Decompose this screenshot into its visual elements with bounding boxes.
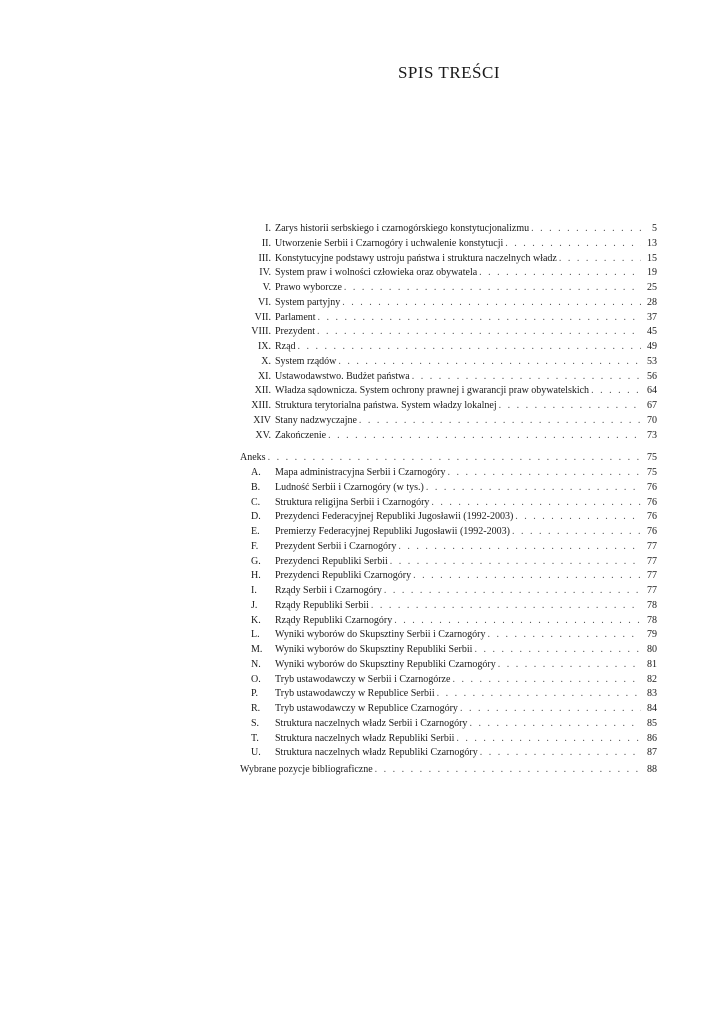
toc-annex-entry[interactable]: [240, 717, 657, 732]
toc-entry-title: Utworzenie Serbii i Czarnogóry i uchwalenie konstytucji: [275, 237, 504, 249]
toc-entry-number: IX.: [257, 341, 271, 352]
toc-bibliography[interactable]: [240, 763, 657, 778]
toc-page-number: 84: [647, 703, 657, 714]
toc-page-number: 53: [647, 355, 657, 367]
toc-page-number: 76: [647, 511, 657, 523]
toc-page-number: 78: [647, 599, 657, 611]
toc-leader-dots: [529, 222, 641, 237]
toc-leader-dots: [342, 281, 641, 296]
toc-entry-number: I.: [265, 223, 271, 234]
toc-page-number: 77: [647, 540, 657, 552]
toc-entry-title: Ludność Serbii i Czarnogóry (w tys.): [275, 481, 424, 493]
toc-page-number: 80: [647, 644, 657, 655]
toc-leader-dots: [446, 466, 641, 481]
toc-entry-title: Prezydent: [275, 326, 315, 338]
toc-leader-dots: [458, 702, 641, 717]
toc-section-entry[interactable]: [240, 222, 657, 237]
toc-section-entry[interactable]: [240, 281, 657, 296]
toc-gap: [240, 443, 657, 451]
toc-leader-dots: [486, 628, 642, 643]
toc-entry-number: K.: [251, 614, 261, 626]
toc-page-number: 85: [647, 717, 657, 729]
toc-leader-dots: [410, 370, 641, 385]
toc-entry-title: System rządów: [275, 355, 337, 367]
toc-section-entry[interactable]: [240, 325, 657, 340]
toc-page-number: 78: [647, 614, 657, 626]
toc-entry-title: Struktura naczelnych władz Republiki Czarnogóry: [275, 747, 478, 759]
toc-page-number: 76: [647, 481, 657, 493]
toc-entry-title: Zakończenie: [275, 429, 327, 441]
toc-page-number: 75: [647, 467, 657, 478]
toc-entry-number: XII.: [254, 385, 271, 397]
toc-annex-entry[interactable]: [240, 555, 657, 570]
toc-annex-entry[interactable]: [240, 643, 657, 658]
toc-section-entry[interactable]: [240, 266, 657, 281]
toc-entry-title: Stany nadzwyczajne: [275, 414, 357, 426]
toc-entry-number: M.: [251, 644, 263, 655]
toc-entry-number: XIII.: [251, 400, 271, 411]
toc-section-entry[interactable]: [240, 384, 657, 399]
toc-leader-dots: [497, 399, 641, 414]
toc-entry-number: VI.: [257, 296, 271, 308]
toc-page-number: 5: [652, 223, 657, 234]
toc-entry-number: O.: [251, 673, 261, 685]
toc-entry-title: Mapa administracyjna Serbii i Czarnogóry: [275, 467, 446, 478]
toc-annex-entry[interactable]: [240, 496, 657, 511]
toc-leader-dots: [429, 496, 641, 511]
toc-entry-number: C.: [251, 496, 261, 508]
toc-entry-number: T.: [251, 732, 259, 744]
toc-entry-title: Rządy Republiki Czarnogóry: [275, 614, 393, 626]
toc-entry-title: Struktura naczelnych władz Republiki Serbii: [275, 732, 455, 744]
toc-leader-dots: [472, 643, 641, 658]
toc-entry-number: II.: [261, 237, 271, 249]
toc-annex-entry[interactable]: [240, 525, 657, 540]
toc-page-number: 79: [647, 629, 657, 641]
toc-leader-dots: [478, 746, 641, 761]
toc-entry-number: D.: [251, 511, 261, 523]
toc-section-entry[interactable]: [240, 237, 657, 252]
toc-annex-entry[interactable]: [240, 687, 657, 702]
toc-leader-dots: [503, 237, 641, 252]
toc-section-entry[interactable]: [240, 414, 657, 429]
toc-leader-dots: [396, 540, 641, 555]
toc-page-number: 73: [647, 429, 657, 441]
toc-entry-title: Wyniki wyborów do Skupsztiny Serbii i Czarnogóry: [275, 629, 486, 641]
toc-entry-number: B.: [251, 481, 261, 493]
toc-leader-dots: [266, 451, 641, 466]
toc-leader-dots: [373, 763, 641, 778]
toc-entry-title: Prezydenci Republiki Czarnogóry: [275, 570, 412, 582]
toc-annex-entry[interactable]: [240, 732, 657, 747]
toc-section-entry[interactable]: [240, 429, 657, 444]
toc-entry-title: Rząd: [275, 341, 296, 352]
toc-page-number: 88: [647, 764, 657, 775]
toc-page-number: 15: [647, 252, 657, 264]
toc-entry-number: S.: [251, 717, 260, 729]
toc-annex-entry[interactable]: [240, 658, 657, 673]
toc-page-number: 77: [647, 555, 657, 567]
toc-entry-title: System praw i wolności człowieka oraz obywatela: [275, 267, 478, 279]
toc-annex-entry[interactable]: [240, 466, 657, 481]
toc-entry-title: Prezydenci Republiki Serbii: [275, 555, 388, 567]
toc-entry-number: L.: [251, 629, 260, 641]
toc-leader-dots: [450, 673, 641, 688]
toc-annex-items: [240, 466, 657, 761]
toc-entry-title: Rządy Serbii i Czarnogóry: [275, 585, 382, 596]
toc-leader-dots: [510, 525, 641, 540]
toc-leader-dots: [388, 555, 641, 570]
toc-annex-entry[interactable]: [240, 569, 657, 584]
toc-entry-title: Prawo wyborcze: [275, 282, 342, 293]
toc-page-number: 25: [647, 282, 657, 293]
toc-entry-number: H.: [251, 570, 261, 582]
toc-page-number: 86: [647, 732, 657, 744]
toc-entry-title: Struktura religijna Serbii i Czarnogóry: [275, 496, 430, 508]
toc-annex-entry[interactable]: [240, 628, 657, 643]
toc-page-number: 83: [647, 688, 657, 700]
toc-page-number: 77: [647, 570, 657, 582]
toc-page-number: 19: [647, 267, 657, 279]
toc-entry-title: Premierzy Federacyjnej Republiki Jugosławii (1992-2003): [275, 526, 510, 537]
toc-annex-entry[interactable]: [240, 481, 657, 496]
toc-annex-entry[interactable]: [240, 746, 657, 761]
toc-entry-number: XIV: [253, 414, 271, 426]
toc-leader-dots: [316, 311, 641, 326]
toc-leader-dots: [340, 296, 641, 311]
toc-annex-heading[interactable]: [240, 451, 657, 466]
toc-leader-dots: [589, 384, 641, 399]
toc-leader-dots: [326, 429, 641, 444]
toc-entry-number: IV.: [259, 267, 271, 279]
toc-leader-dots: [369, 599, 641, 614]
toc-annex-entry[interactable]: [240, 584, 657, 599]
toc-leader-dots: [392, 614, 641, 629]
toc-leader-dots: [315, 325, 641, 340]
toc-page-number: 13: [647, 237, 657, 249]
toc-page-number: 75: [647, 452, 657, 464]
toc-page-number: 82: [647, 673, 657, 685]
toc-leader-dots: [382, 584, 641, 599]
toc-annex-entry[interactable]: [240, 702, 657, 717]
toc-section-entry[interactable]: [240, 252, 657, 267]
toc-entry-title: Rządy Republiki Serbii: [275, 599, 369, 611]
toc-entry-title: Ustawodawstwo. Budżet państwa: [275, 370, 410, 382]
toc-entry-number: G.: [251, 555, 261, 567]
toc-entry-title: Tryb ustawodawczy w Serbii i Czarnogórze: [275, 673, 451, 685]
toc-entry-title: Struktura terytorialna państwa. System władzy lokalnej: [275, 400, 497, 411]
toc-leader-dots: [357, 414, 641, 429]
toc-section-entry[interactable]: [240, 355, 657, 370]
toc-entry-number: U.: [251, 747, 261, 759]
toc-page-number: 77: [647, 585, 657, 596]
toc-page-number: 76: [647, 526, 657, 537]
toc-leader-dots: [477, 266, 641, 281]
table-of-contents: [240, 222, 657, 778]
toc-entry-title: Parlament: [275, 311, 316, 323]
toc-page-number: 70: [647, 414, 657, 426]
toc-annex-entry[interactable]: [240, 510, 657, 525]
toc-annex-entry[interactable]: [240, 599, 657, 614]
toc-entry-number: V.: [262, 282, 271, 293]
toc-page-number: 28: [647, 296, 657, 308]
toc-leader-dots: [557, 252, 641, 267]
toc-page-number: 81: [647, 658, 657, 670]
toc-entry-number: XV.: [255, 429, 271, 441]
toc-leader-dots: [467, 717, 641, 732]
toc-entry-number: P.: [251, 688, 258, 700]
toc-entry-number: J.: [251, 599, 258, 611]
toc-page-number: 76: [647, 496, 657, 508]
toc-entry-title: Prezydent Serbii i Czarnogóry: [275, 540, 397, 552]
toc-page-number: 87: [647, 747, 657, 759]
toc-leader-dots: [496, 658, 641, 673]
toc-entry-number: III.: [258, 252, 271, 264]
toc-entry-title: Prezydenci Federacyjnej Republiki Jugosławii (1992-2003): [275, 511, 514, 523]
toc-leader-dots: [513, 510, 641, 525]
toc-annex-entry[interactable]: [240, 614, 657, 629]
toc-page-number: 45: [647, 326, 657, 338]
toc-sections: [240, 222, 657, 443]
toc-entry-title: Wyniki wyborów do Skupsztiny Republiki Czarnogóry: [275, 658, 496, 670]
toc-section-entry[interactable]: [240, 311, 657, 326]
toc-leader-dots: [336, 355, 641, 370]
toc-annex-label: Aneks: [240, 452, 266, 464]
toc-entry-number: VII.: [254, 311, 271, 323]
toc-entry-title: Zarys historii serbskiego i czarnogórskiego konstytucjonalizmu: [275, 223, 530, 234]
page-title: SPIS TREŚCI: [397, 63, 500, 82]
toc-entry-number: I.: [251, 585, 257, 596]
toc-entry-title: Struktura naczelnych władz Serbii i Czarnogóry: [275, 717, 468, 729]
toc-entry-title: Władza sądownicza. System ochrony prawnej i gwarancji praw obywatelskich: [275, 385, 590, 397]
toc-entry-title: Wyniki wyborów do Skupsztiny Republiki Serbii: [275, 644, 473, 655]
toc-section-entry[interactable]: [240, 340, 657, 355]
toc-annex-entry[interactable]: [240, 540, 657, 555]
toc-leader-dots: [424, 481, 641, 496]
toc-entry-number: E.: [251, 526, 260, 537]
toc-leader-dots: [435, 687, 641, 702]
toc-section-entry[interactable]: [240, 370, 657, 385]
toc-section-entry[interactable]: [240, 296, 657, 311]
toc-page-number: 56: [647, 370, 657, 382]
toc-section-entry[interactable]: [240, 399, 657, 414]
toc-page-number: 67: [647, 400, 657, 411]
toc-entry-title: System partyjny: [275, 296, 341, 308]
toc-entry-number: VIII.: [251, 326, 271, 338]
toc-page-number: 64: [647, 385, 657, 397]
toc-entry-number: R.: [251, 703, 261, 714]
toc-entry-number: N.: [251, 658, 261, 670]
toc-entry-title: Konstytucyjne podstawy ustroju państwa i struktura naczelnych władz: [275, 252, 557, 264]
toc-entry-title: Tryb ustawodawczy w Republice Czarnogóry: [275, 703, 458, 714]
toc-entry-title: Tryb ustawodawczy w Republice Serbii: [275, 688, 435, 700]
toc-page-number: 49: [647, 341, 657, 352]
toc-annex-entry[interactable]: [240, 673, 657, 688]
toc-entry-number: A.: [251, 467, 261, 478]
toc-entry-number: XI.: [257, 370, 271, 382]
toc-entry-number: F.: [251, 540, 259, 552]
toc-leader-dots: [454, 732, 641, 747]
toc-page-number: 37: [647, 311, 657, 323]
toc-bibliography-label: Wybrane pozycje bibliograficzne: [240, 764, 373, 775]
toc-entry-number: X.: [261, 355, 271, 367]
toc-leader-dots: [296, 340, 641, 355]
toc-leader-dots: [411, 569, 641, 584]
